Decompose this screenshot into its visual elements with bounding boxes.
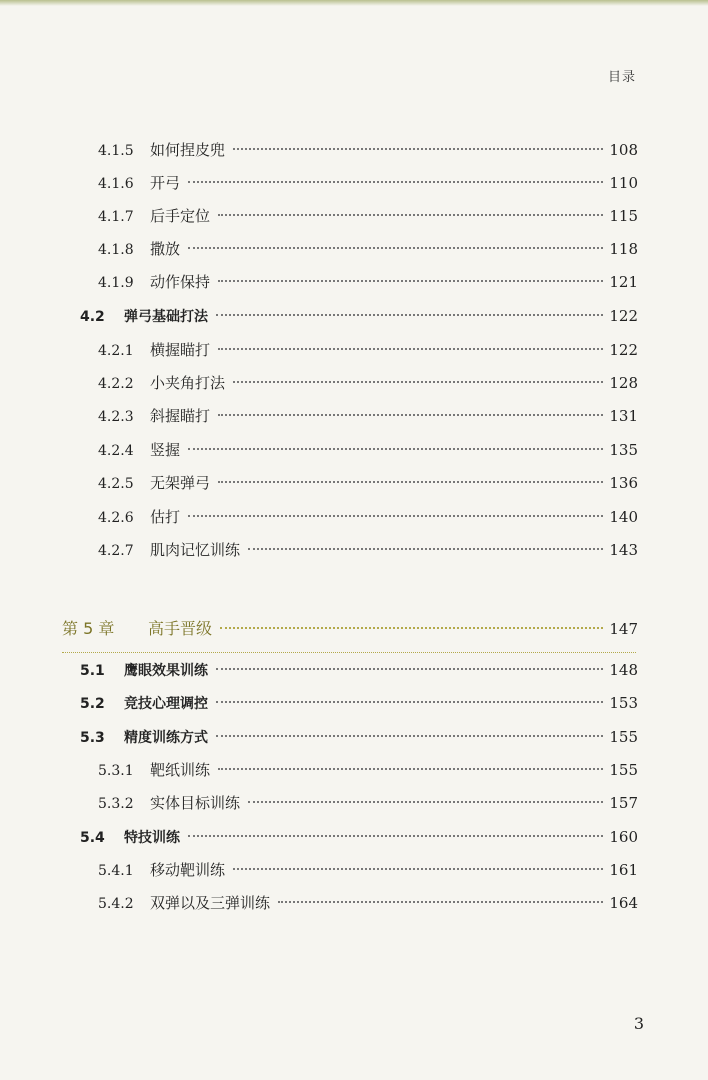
toc-entry-number: 4.2.3 <box>98 409 134 425</box>
toc-entry-title: 估打 <box>150 508 181 526</box>
toc-entry-page: 147 <box>609 620 638 638</box>
dot-leader <box>218 348 603 350</box>
toc-entry-number: 4.2.7 <box>98 543 134 559</box>
toc-entry-page: 143 <box>609 541 638 559</box>
toc-entry-page: 161 <box>609 861 638 879</box>
toc-entry-number: 5.2 <box>80 696 105 712</box>
dot-leader <box>220 627 603 629</box>
dot-leader <box>248 801 603 803</box>
toc-entry-title: 靶纸训练 <box>150 761 211 779</box>
dot-leader <box>278 901 603 903</box>
dot-leader <box>248 548 603 550</box>
toc-entry-title: 后手定位 <box>150 207 211 225</box>
toc-entry-page: 131 <box>609 407 638 425</box>
toc-entry-title: 小夹角打法 <box>150 374 226 392</box>
dot-leader <box>233 868 603 870</box>
toc-entry-page: 115 <box>609 207 638 225</box>
toc-entry-4-1-6[interactable] <box>98 171 638 195</box>
toc-entry-5-4-2[interactable] <box>98 891 638 915</box>
toc-entry-title: 肌肉记忆训练 <box>150 541 241 559</box>
toc-entry-title: 动作保持 <box>150 273 211 291</box>
toc-entry-title: 无架弹弓 <box>150 474 211 492</box>
running-header: 目录 <box>607 70 636 85</box>
toc-entry-page: 121 <box>609 273 638 291</box>
dot-leader <box>188 448 603 450</box>
chapter-title: 高手晋级 <box>148 619 213 638</box>
toc-entry-number: 4.2.5 <box>98 476 134 492</box>
scan-edge <box>0 0 708 6</box>
toc-entry-number: 5.4 <box>80 830 105 846</box>
toc-entry-number: 4.1.7 <box>98 209 134 225</box>
toc-entry-number: 5.4.2 <box>98 896 134 912</box>
toc-entry-4-2-2[interactable] <box>98 371 638 395</box>
dot-leader <box>188 181 603 183</box>
dot-leader <box>188 835 603 837</box>
dot-leader <box>218 214 603 216</box>
toc-entry-title: 鹰眼效果训练 <box>124 663 208 679</box>
toc-entry-page: 118 <box>609 240 638 258</box>
toc-entry-title: 双弹以及三弹训练 <box>150 894 271 912</box>
toc-entry-number: 4.2.2 <box>98 376 134 392</box>
toc-entry-title: 斜握瞄打 <box>150 407 211 425</box>
toc-entry-page: 160 <box>609 828 638 846</box>
dot-leader <box>216 314 603 316</box>
toc-entry-title: 实体目标训练 <box>150 794 241 812</box>
toc-entry-number: 5.1 <box>80 663 105 679</box>
toc-entry-page: 153 <box>609 694 638 712</box>
toc-entry-title: 撒放 <box>150 240 181 258</box>
toc-entry-title: 如何捏皮兜 <box>150 141 226 159</box>
toc-entry-5-4-1[interactable] <box>98 858 638 882</box>
toc-entry-4-2[interactable] <box>80 304 638 328</box>
toc-entry-page: 122 <box>609 307 638 325</box>
toc-entry-5-3-2[interactable] <box>98 791 638 815</box>
toc-entry-page: 122 <box>609 341 638 359</box>
toc-entry-number: 4.2.4 <box>98 443 134 459</box>
toc-entry-number: 4.1.5 <box>98 143 134 159</box>
toc-entry-number: 5.3 <box>80 730 105 746</box>
dot-leader <box>233 148 603 150</box>
toc-entry-title: 精度训练方式 <box>124 730 208 746</box>
dot-leader <box>188 515 603 517</box>
toc-entry-4-2-3[interactable] <box>98 404 638 428</box>
toc-entry-number: 4.2.1 <box>98 343 134 359</box>
toc-chapter-5[interactable] <box>62 617 638 641</box>
toc-entry-4-1-9[interactable] <box>98 270 638 294</box>
toc-entry-4-2-5[interactable] <box>98 471 638 495</box>
dot-leader <box>218 414 603 416</box>
toc-entry-number: 5.3.1 <box>98 763 134 779</box>
dot-leader <box>218 768 603 770</box>
toc-entry-4-2-6[interactable] <box>98 505 638 529</box>
toc-entry-4-2-4[interactable] <box>98 438 638 462</box>
chapter-divider <box>62 652 636 653</box>
page-number: 3 <box>633 1014 644 1033</box>
toc-entry-5-2[interactable] <box>80 691 638 715</box>
toc-entry-5-3-1[interactable] <box>98 758 638 782</box>
toc-entry-4-1-5[interactable] <box>98 138 638 162</box>
toc-entry-4-2-7[interactable] <box>98 538 638 562</box>
toc-entry-page: 140 <box>609 508 638 526</box>
toc-entry-page: 128 <box>609 374 638 392</box>
toc-entry-number: 4.1.6 <box>98 176 134 192</box>
dot-leader <box>218 481 603 483</box>
toc-entry-number: 4.1.8 <box>98 242 134 258</box>
toc-entry-4-1-7[interactable] <box>98 204 638 228</box>
toc-entry-title: 特技训练 <box>124 830 180 846</box>
toc-entry-5-3[interactable] <box>80 725 638 749</box>
toc-entry-title: 开弓 <box>150 174 181 192</box>
toc-entry-title: 竞技心理调控 <box>124 696 208 712</box>
toc-entry-number: 4.2 <box>80 309 105 325</box>
toc-entry-title: 弹弓基础打法 <box>124 309 208 325</box>
toc-entry-page: 108 <box>609 141 638 159</box>
toc-entry-5-1[interactable] <box>80 658 638 682</box>
toc-entry-page: 164 <box>609 894 638 912</box>
toc-entry-number: 5.4.1 <box>98 863 134 879</box>
toc-entry-title: 横握瞄打 <box>150 341 211 359</box>
dot-leader <box>216 701 603 703</box>
toc-entry-page: 155 <box>609 728 638 746</box>
dot-leader <box>233 381 603 383</box>
dot-leader <box>218 280 603 282</box>
dot-leader <box>188 247 603 249</box>
toc-entry-page: 157 <box>609 794 638 812</box>
toc-entry-page: 110 <box>609 174 638 192</box>
toc-entry-title: 竖握 <box>150 441 181 459</box>
toc-entry-4-1-8[interactable] <box>98 237 638 261</box>
toc-entry-page: 135 <box>609 441 638 459</box>
toc-entry-number: 5.3.2 <box>98 796 134 812</box>
dot-leader <box>216 735 603 737</box>
toc-entry-title: 移动靶训练 <box>150 861 226 879</box>
toc-entry-page: 148 <box>609 661 638 679</box>
toc-entry-page: 155 <box>609 761 638 779</box>
toc-entry-4-2-1[interactable] <box>98 338 638 362</box>
chapter-number: 第 5 章 <box>62 619 115 638</box>
toc-entry-number: 4.1.9 <box>98 275 134 291</box>
toc-entry-number: 4.2.6 <box>98 510 134 526</box>
toc-entry-5-4[interactable] <box>80 825 638 849</box>
dot-leader <box>216 668 603 670</box>
toc-entry-page: 136 <box>609 474 638 492</box>
